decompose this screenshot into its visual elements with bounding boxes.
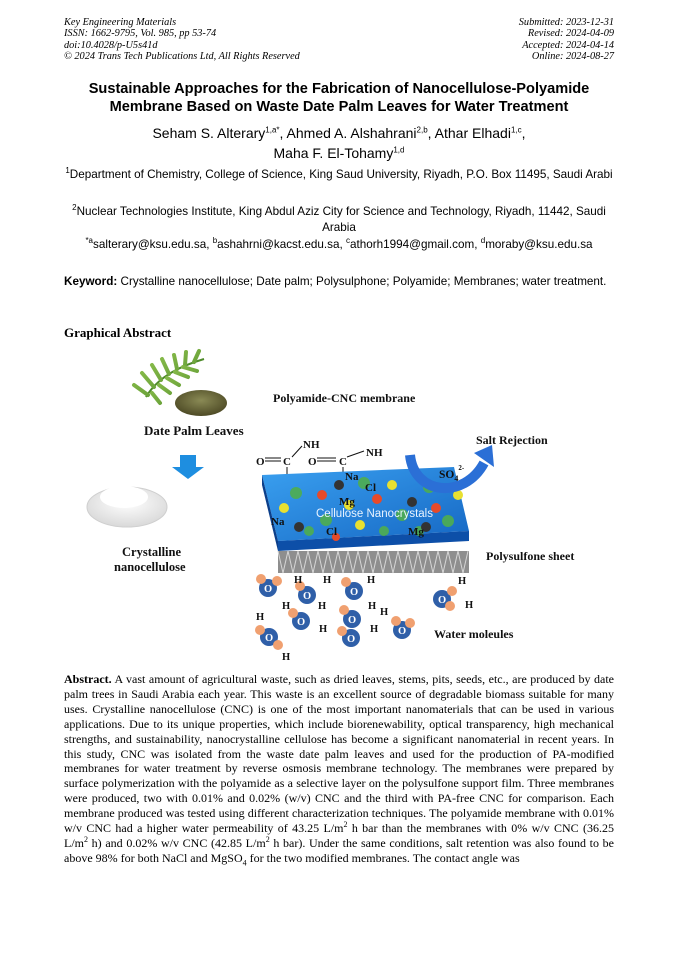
email: salterary@ksu.edu.sa, — [93, 238, 213, 251]
oxygen-label: O — [297, 617, 306, 628]
author-superscript: 2,b — [416, 125, 428, 135]
journal-name: Key Engineering Materials — [64, 17, 177, 28]
nh-label: NH — [303, 439, 320, 451]
affiliation-2 — [60, 204, 618, 236]
author-superscript: 1,d — [393, 145, 405, 155]
hydrogen-label: H — [319, 624, 328, 635]
membrane-title-label: Polyamide-CNC membrane — [273, 391, 416, 405]
abstract-superscript: 2 — [265, 834, 270, 844]
email: ashahrni@kacst.edu.sa, — [217, 238, 346, 251]
na-ion-label: Na — [345, 471, 359, 483]
submitted-date: Submitted: 2023-12-31 — [518, 17, 614, 28]
doi: doi:10.4028/p-U5s41d — [64, 39, 158, 51]
hydrogen-label: H — [323, 575, 332, 586]
water-molecules — [255, 574, 457, 650]
hydrogen-label: H — [256, 612, 265, 623]
hydrogen-label: H — [318, 601, 327, 612]
bond-line — [347, 451, 364, 457]
cl-ion-label: Cl — [326, 526, 337, 538]
oxygen-label: O — [348, 615, 357, 626]
oxygen-label: O — [350, 587, 359, 598]
oxygen-label: O — [398, 626, 407, 637]
copyright: © 2024 Trans Tech Publications Ltd, All Rights Reserved — [64, 51, 300, 63]
email: athorh1994@gmail.com, — [349, 238, 481, 251]
affiliation-text: Department of Chemistry, College of Science, King Saud University, Riyadh, P.O. Box 11495, Saudi Arabi — [69, 168, 613, 181]
author-name: Maha F. El-Tohamy — [273, 145, 394, 161]
email: moraby@ksu.edu.sa — [485, 238, 593, 251]
abstract — [64, 672, 614, 866]
cnc-label-line-2: nanocellulose — [114, 560, 186, 574]
email-marker: d — [480, 236, 486, 246]
carbon-label: C — [283, 456, 291, 468]
email-marker: b — [212, 236, 218, 246]
oxygen-label: O — [308, 456, 317, 468]
author-superscript: 1,a* — [265, 125, 280, 135]
hydrogen-label: H — [282, 652, 291, 663]
abstract-subscript: 4 — [242, 858, 247, 868]
polysulfone-label: Polysulfone sheet — [486, 549, 575, 563]
graphical-abstract-figure — [64, 345, 614, 663]
abstract-label: Abstract. — [64, 672, 112, 686]
keywords — [64, 274, 614, 289]
abstract-superscript: 2 — [84, 834, 88, 844]
abstract-text: h) and 0.02% w/v CNC (42.85 L/m — [88, 835, 266, 850]
leaf-powder-pile — [175, 390, 227, 416]
affiliation-number: 2 — [72, 203, 77, 213]
hydrogen-label: H — [458, 576, 467, 587]
title-line-2: Membrane Based on Waste Date Palm Leaves for Water Treatment — [109, 99, 569, 115]
hydrogen-label: H — [282, 601, 291, 612]
email-marker: *a — [85, 236, 93, 246]
carbon-label: C — [339, 456, 347, 468]
nh-label: NH — [366, 447, 383, 459]
abstract-text: h bar). Under the same conditions, salt retention was also found to be above 98% for both NaCl and MgSO — [64, 835, 614, 865]
water-atom-labels — [256, 575, 473, 663]
keywords-text: Crystalline nanocellulose; Date palm; Polysulphone; Polyamide; Membranes; water treatment. — [117, 275, 607, 288]
oxygen-label: O — [265, 633, 274, 644]
polysulfone-sheet — [278, 551, 469, 573]
author-name: Seham S. Alterary — [152, 125, 266, 141]
author-list — [40, 123, 638, 163]
keywords-label: Keyword: — [64, 275, 118, 288]
sulfate-label: $SO_4^{2-}$ — [439, 464, 465, 483]
hydrogen-label: H — [367, 575, 376, 586]
water-molecules-label: Water moleules — [434, 627, 514, 641]
author-emails — [40, 237, 638, 253]
polyamide-structure — [256, 439, 383, 475]
email-marker: c — [345, 236, 350, 246]
date-palm-label: Date Palm Leaves — [144, 423, 244, 438]
hydrogen-label: H — [370, 624, 379, 635]
mg-ion-label: Mg — [339, 496, 355, 508]
author-separator: , — [427, 125, 435, 141]
author-name: Ahmed A. Alshahrani — [286, 125, 417, 141]
graphical-abstract-heading: Graphical Abstract — [64, 325, 172, 340]
abstract-text: A vast amount of agricultural waste, such as dried leaves, stems, pits, seeds, etc., are produced by date palm trees in Saudi Arabia each year. This waste is an excellent source of degradable biomass suitable for many uses. Crystalline nanocellulose (CNC) is one of the most important nanomaterials that can be used in various applications. Due to its unique properties, which include biorenewability, optical transparency, high mechanical strengths, and sustainability, nanocrystalline cellulose has become a significant nanomaterial in recent years. In this study, CNC was isolated from the waste date palm leaves and used for the production of PA-modified membranes for water treatment by reverse osmosis membrane technology. The membranes were prepared by surface polymerization with the polyamide as a selective layer on the polysulfone support film. Three membranes were produced, two with 0.01% and 0.02% (w/v) CNC and the third with PA-free CNC for comparison. Each membrane produced was tested using different characterization techniques. The polyamide membrane with 0.01% w/v CNC had a higher water permeability of 43.25 L/m — [64, 672, 614, 836]
bond-line — [292, 446, 302, 457]
author-name: Athar Elhadi — [434, 125, 511, 141]
hydrogen-label: H — [380, 607, 389, 618]
journal-issn: ISSN: 1662-9795, Vol. 985, pp 53-74 — [64, 28, 217, 40]
abstract-text: h bar than the membranes with 0% w/v CNC (36.25 L/m — [64, 821, 614, 850]
abstract-text: for the two modified membranes. The contact angle was — [246, 850, 520, 865]
hydrogen-label: H — [294, 575, 303, 586]
salt-rejection-label: Salt Rejection — [476, 433, 548, 447]
publication-dates — [519, 17, 614, 63]
journal-info — [64, 17, 300, 63]
author-separator: , — [521, 125, 526, 141]
author-separator: , — [279, 125, 287, 141]
cnc-label-line-1: Crystalline — [122, 545, 182, 559]
author-superscript: 1,c — [510, 125, 522, 135]
oxygen-label: O — [347, 634, 356, 645]
affiliation-1 — [60, 167, 618, 183]
hydrogen-label: H — [368, 601, 377, 612]
oxygen-label: O — [303, 591, 312, 602]
affiliation-number: 1 — [65, 166, 70, 176]
online-date: Online: 2024-08-27 — [531, 51, 614, 63]
paper-title — [40, 80, 638, 116]
powder-highlight — [100, 486, 148, 508]
revised-date: Revised: 2024-04-09 — [527, 28, 614, 40]
title-line-1: Sustainable Approaches for the Fabrication of Nanocellulose-Polyamide — [88, 81, 590, 97]
abstract-superscript: 2 — [343, 820, 348, 830]
na-ion-label: Na — [271, 516, 285, 528]
affiliation-text: Nuclear Technologies Institute, King Abdul Aziz City for Science and Technology, Riyadh, 11442, Saudi Arabia — [76, 205, 606, 234]
oxygen-label: O — [256, 456, 265, 468]
accepted-date: Accepted: 2024-04-14 — [522, 39, 614, 51]
cl-ion-label: Cl — [365, 482, 376, 494]
oxygen-label: O — [264, 584, 273, 595]
cellulose-nanocrystals-label: Cellulose Nanocrystals — [316, 508, 433, 520]
mg-ion-label: Mg — [408, 526, 424, 538]
hydrogen-label: H — [465, 600, 474, 611]
arrow-down-icon — [172, 455, 204, 479]
oxygen-label: O — [438, 595, 447, 606]
